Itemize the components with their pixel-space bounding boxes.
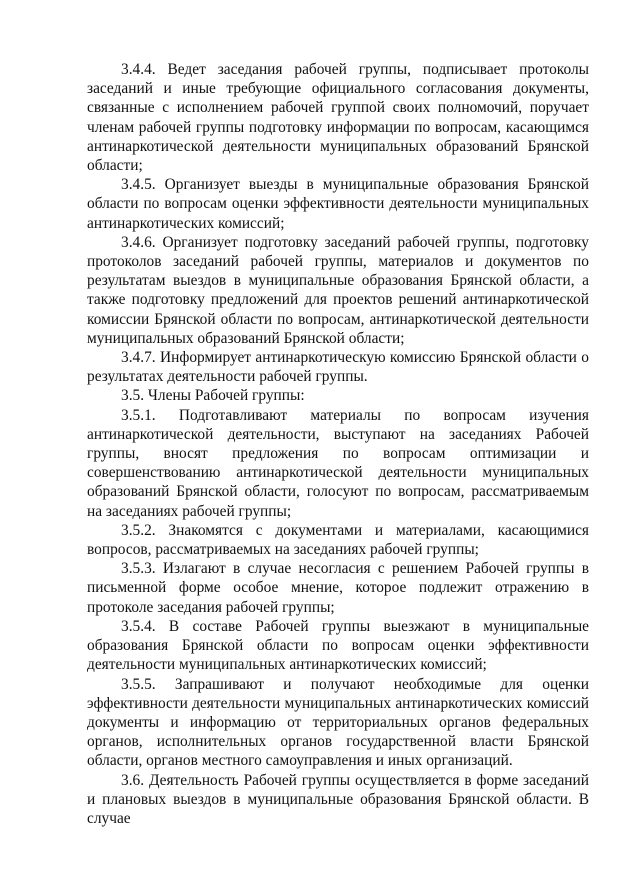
paragraph-3-6: 3.6. Деятельность Рабочей группы осуществляется в форме заседаний и плановых выездов в муниципальные образования Брянской области. В случае (87, 771, 589, 827)
paragraph-3-4-7: 3.4.7. Информирует антинаркотическую комиссию Брянской области о результатах деятельности рабочей группы. (87, 349, 589, 386)
paragraph-3-5-1: 3.5.1. Подготавливают материалы по вопросам изучения антинаркотической деятельности, выступают на заседаниях Рабочей группы, вносят предложения по вопросам оптимизации и совершенствованию антинаркотической деятельности муниципальных образований Брянской области, голосуют по вопросам, рассматриваемым на заседаниях рабочей группы; (87, 406, 589, 520)
paragraph-3-5-5: 3.5.5. Запрашивают и получают необходимые для оценки эффективности деятельности муниципальных антинаркотических комиссий документы и информацию от территориальных органов федеральных органов, исполнительных органов государственной власти Брянской области, органов местного самоуправления и иных организаций. (87, 675, 589, 770)
paragraph-3-5-2: 3.5.2. Знакомятся с документами и материалами, касающимися вопросов, рассматриваемых на заседаниях рабочей группы; (87, 521, 589, 559)
paragraph-3-4-6: 3.4.6. Организует подготовку заседаний рабочей группы, подготовку протоколов заседаний рабочей группы, материалов и документов по результатам выездов в муниципальные образования Брянской области, а также подготовку предложений для проектов решений антинаркотической комиссии Брянской области по вопросам, антинаркотической деятельности муниципальных образований Брянской области; (87, 233, 589, 347)
paragraph-3-4-5: 3.4.5. Организует выезды в муниципальные образования Брянской области по вопросам оценки эффективности деятельности муниципальных антинаркотических комиссий; (87, 176, 589, 232)
paragraph-3-5-4: 3.5.4. В составе Рабочей группы выезжают в муниципальные образования Брянской области по вопросам оценки эффективности деятельности муниципальных антинаркотических комиссий; (87, 617, 589, 674)
paragraph-3-4-4: 3.4.4. Ведет заседания рабочей группы, подписывает протоколы заседаний и иные требующие официального согласования документы, связанные с исполнением рабочей группой своих полномочий, поручает членам рабочей группы подготовку информации по вопросам, касающимся антинаркотической деятельности муниципальных образований Брянской области; (87, 61, 589, 175)
document-page (87, 60, 589, 828)
paragraph-3-5-3: 3.5.3. Излагают в случае несогласия с решением Рабочей группы в письменной форме особое мнение, которое подлежит отражению в протоколе заседания рабочей группы; (87, 560, 589, 616)
paragraph-3-5: 3.5. Члены Рабочей группы: (121, 387, 305, 405)
